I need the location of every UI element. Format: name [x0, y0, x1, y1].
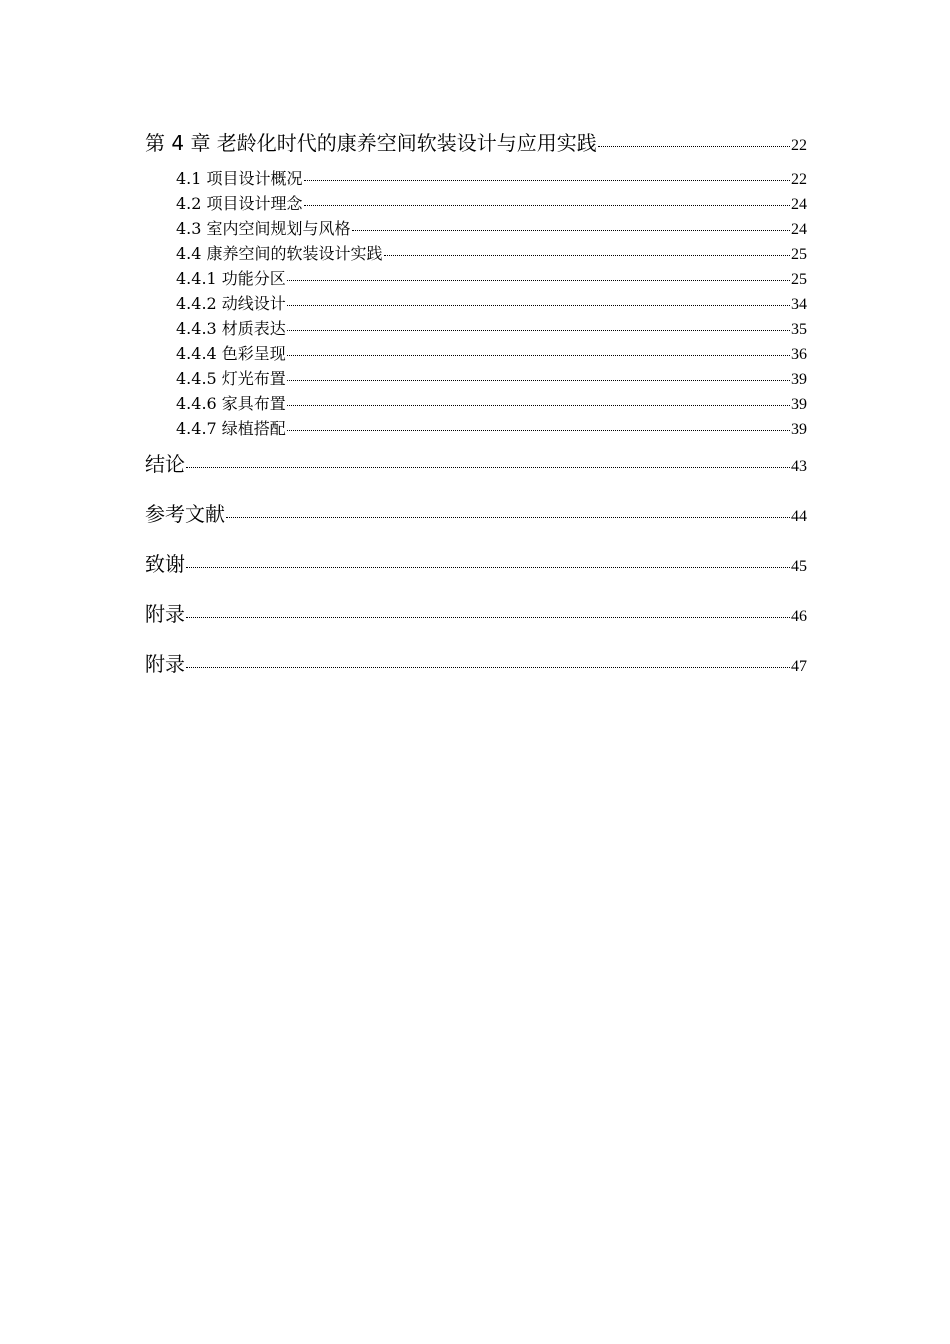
toc-entry-title: 4.2 项目设计理念	[176, 194, 303, 213]
dot-leader	[287, 330, 790, 331]
toc-section-4-4[interactable]	[145, 241, 807, 266]
toc-section-4-4-3[interactable]	[145, 316, 807, 341]
dot-leader	[287, 380, 790, 381]
toc-section-4-4-6[interactable]	[145, 391, 807, 416]
toc-entry-page: 24	[791, 221, 807, 238]
toc-appendix-1[interactable]	[145, 597, 807, 631]
toc-entry-page: 47	[791, 658, 807, 675]
dot-leader	[304, 180, 790, 181]
toc-entry-page: 25	[791, 246, 807, 263]
toc-entry-page: 35	[791, 321, 807, 338]
dot-leader	[352, 230, 790, 231]
dot-leader	[287, 355, 790, 356]
toc-entry-title: 4.4.2 动线设计	[176, 294, 286, 313]
toc-section-4-4-1[interactable]	[145, 266, 807, 291]
toc-entry-page: 43	[791, 458, 807, 475]
dot-leader	[186, 667, 790, 668]
toc-section-4-1[interactable]	[145, 166, 807, 191]
dot-leader	[287, 280, 790, 281]
toc-entry-page: 39	[791, 396, 807, 413]
toc-entry-title: 4.4.7 绿植搭配	[176, 419, 286, 438]
toc-entry-title: 4.4 康养空间的软装设计实践	[176, 244, 383, 263]
dot-leader	[598, 146, 790, 147]
toc-entry-page: 22	[791, 171, 807, 188]
toc-entry-page: 22	[791, 137, 807, 154]
toc-entry-title: 4.4.5 灯光布置	[176, 369, 286, 388]
dot-leader	[186, 617, 790, 618]
toc-entry-title: 4.4.1 功能分区	[176, 269, 286, 288]
toc-section-4-4-7[interactable]	[145, 416, 807, 441]
toc-entry-title: 附录	[145, 652, 185, 676]
toc-entry-page: 25	[791, 271, 807, 288]
toc-entry-page: 24	[791, 196, 807, 213]
toc-entry-page: 39	[791, 371, 807, 388]
toc-entry-title: 结论	[145, 452, 185, 476]
toc-chapter-4[interactable]	[145, 126, 807, 160]
dot-leader	[384, 255, 790, 256]
toc-section-4-3[interactable]	[145, 216, 807, 241]
toc-appendix-2[interactable]	[145, 647, 807, 681]
toc-conclusion[interactable]	[145, 447, 807, 481]
toc-entry-title: 附录	[145, 602, 185, 626]
table-of-contents	[145, 126, 807, 681]
toc-entry-page: 36	[791, 346, 807, 363]
dot-leader	[304, 205, 790, 206]
dot-leader	[287, 430, 790, 431]
toc-entry-title: 4.3 室内空间规划与风格	[176, 219, 351, 238]
toc-entry-title: 4.4.6 家具布置	[176, 394, 286, 413]
dot-leader	[287, 305, 790, 306]
dot-leader	[226, 517, 790, 518]
toc-entry-page: 34	[791, 296, 807, 313]
toc-entry-title: 4.1 项目设计概况	[176, 169, 303, 188]
toc-references[interactable]	[145, 497, 807, 531]
toc-entry-title: 4.4.4 色彩呈现	[176, 344, 286, 363]
toc-acknowledgements[interactable]	[145, 547, 807, 581]
toc-entry-title: 致谢	[145, 552, 185, 576]
toc-entry-page: 39	[791, 421, 807, 438]
toc-entry-title: 4.4.3 材质表达	[176, 319, 286, 338]
toc-section-4-4-5[interactable]	[145, 366, 807, 391]
toc-entry-page: 44	[791, 508, 807, 525]
toc-section-4-4-4[interactable]	[145, 341, 807, 366]
toc-entry-page: 45	[791, 558, 807, 575]
dot-leader	[287, 405, 790, 406]
toc-entry-title: 第 4 章 老龄化时代的康养空间软装设计与应用实践	[145, 131, 597, 155]
toc-section-4-2[interactable]	[145, 191, 807, 216]
toc-section-4-4-2[interactable]	[145, 291, 807, 316]
toc-entry-page: 46	[791, 608, 807, 625]
dot-leader	[186, 567, 790, 568]
toc-entry-title: 参考文献	[145, 502, 225, 526]
dot-leader	[186, 467, 790, 468]
